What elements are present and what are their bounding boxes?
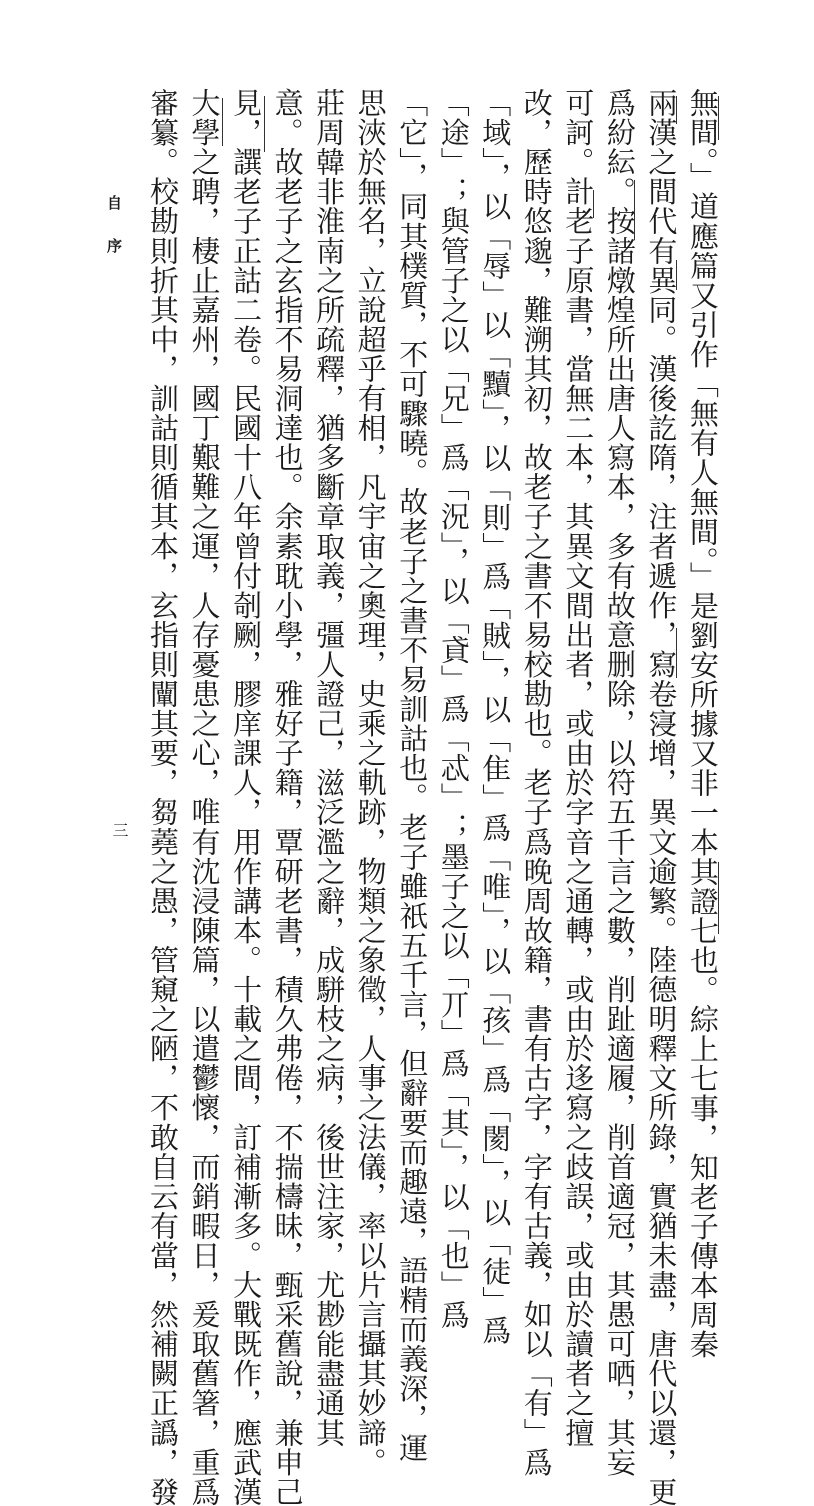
page-number: 三: [110, 822, 129, 838]
name-mark: [676, 628, 677, 678]
text-block: [146, 88, 720, 1506]
text-column: 莊周韓非淮南之所疏釋，猶多斷章取義，彊人證己，滋泛濫之辭，成駢枝之病，後世注家，尤尠能盡通其: [312, 88, 347, 1448]
text-column: 意。故老子之玄指不易洞達也。余素耽小學，雅好子籍，覃研老書，積久弗倦，不揣檮昧，甄采舊說，兼申己: [270, 88, 305, 1506]
text-column: 大學之聘，棲止嘉州，國丁艱難之運，人存憂患之心，唯有沈浸陳篇，以遣鬱懷，而銷暇日，爰取舊箸，重爲: [187, 88, 222, 1506]
name-mark: [718, 96, 719, 140]
text-column: 無間。」道應篇又引作「無有人無間。」是劉安所據又非一本其證七也。綜上七事，知老子傳本周秦: [685, 88, 720, 1360]
text-column: 審纂。校勘則折其中，訓詁則循其本，玄指則闡其要，芻蕘之愚，管窺之陋，不敢自云有當，然補闕正譌，發: [146, 88, 180, 1506]
text-column: 「途」；與管子之以「兄」爲「況」，以「貣」爲「忒」；墨子之以「丌」爲「其」，以「也」爲: [436, 88, 471, 1330]
text-column: 見，譔老子正詁二卷。民國十八年曾付剞劂，膠庠課人，用作講本。十載之間，訂補漸多。大戰既作，應武漢: [229, 88, 264, 1506]
text-column: 「域」，以「辱」以「黷」，以「則」爲「賊」，以「隹」爲「唯」，以「孩」爲「閡」，以「徒」爲: [478, 88, 513, 1346]
name-mark: [718, 862, 719, 934]
name-mark: [593, 190, 594, 218]
running-header: 自序: [105, 195, 123, 281]
name-mark: [676, 96, 677, 124]
name-mark: [676, 260, 677, 290]
text-column: 改，歷時悠邈，難溯其初，故老子之書不易校勘也。老子爲晚周故籍，書有古字，字有古義，如以「有」爲: [519, 88, 554, 1477]
text-column: 兩漢之間代有異同。漢後訖隋，注者遞作，寫卷寖增，異文逾繁。陸德明釋文所錄，實猶未盡，唐代以還，更: [644, 88, 679, 1506]
text-column: 思浹於無名，立說超乎有相，凡宇宙之奧理，史乘之軌跡，物類之象徵，人事之法儀，率以片言攝其妙諦。: [353, 88, 388, 1477]
text-column: 「它」，同其樸質，不可驟曉。故老子之書不易訓詁也。老子雖祇五千言，但辭要而趣遠，語精而義深，運: [395, 88, 430, 1463]
name-mark: [264, 96, 265, 152]
text-column: 爲紛紜。按諸燉煌所出唐人寫本，多有故意删除，以符五千言之數，削趾適履，削首適冠，其愚可哂，其妄: [602, 88, 637, 1477]
name-mark: [634, 180, 635, 240]
text-column: 可訶。計老子原書，當無二本，其異文間出者，或由於字音之通轉，或由於迻寫之歧誤，或由於讀者之擅: [561, 88, 596, 1448]
name-mark: [222, 98, 223, 146]
